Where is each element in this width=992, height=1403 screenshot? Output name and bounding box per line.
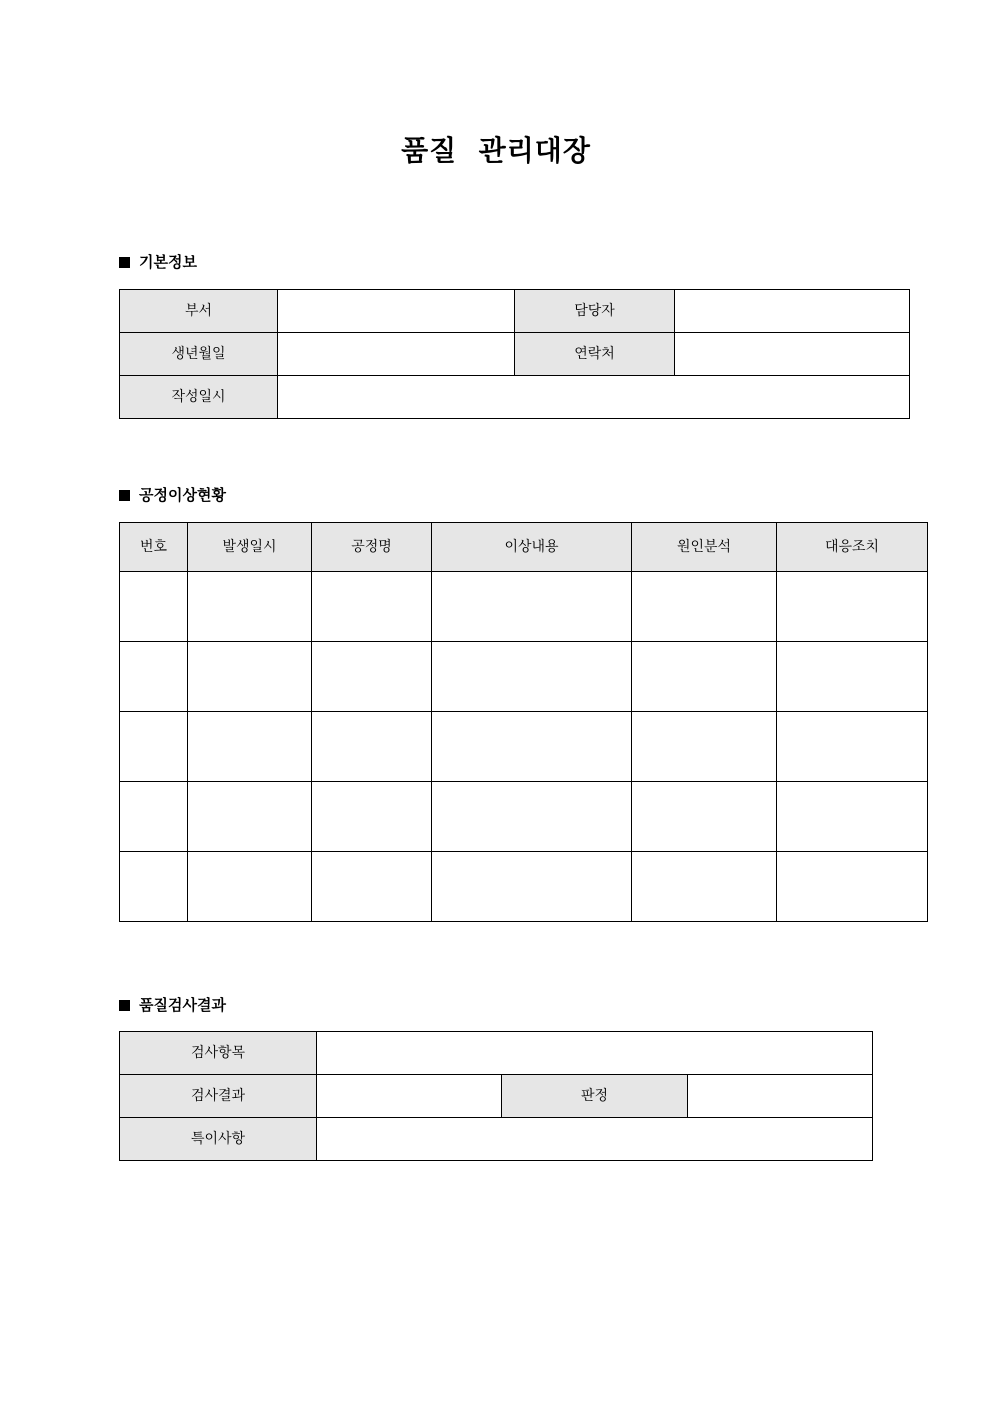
cell-process-name[interactable] xyxy=(312,712,432,782)
cell-cause-analysis[interactable] xyxy=(632,712,777,782)
square-bullet-icon xyxy=(119,1000,130,1011)
cell-countermeasure[interactable] xyxy=(777,572,928,642)
field-value-judgment[interactable] xyxy=(687,1075,872,1118)
field-value-inspection-result[interactable] xyxy=(317,1075,502,1118)
table-header-row xyxy=(120,523,928,572)
field-value-department[interactable] xyxy=(278,290,515,333)
cell-no[interactable] xyxy=(120,782,188,852)
field-label-birthdate: 생년월일 xyxy=(120,333,278,376)
table-row xyxy=(120,782,928,852)
section-heading-label: 공정이상현황 xyxy=(139,486,226,504)
inspection-result-table xyxy=(119,1031,873,1161)
cell-no[interactable] xyxy=(120,642,188,712)
column-header-cause-analysis: 원인분석 xyxy=(632,523,777,572)
cell-process-name[interactable] xyxy=(312,572,432,642)
cell-cause-analysis[interactable] xyxy=(632,642,777,712)
field-label-judgment: 판정 xyxy=(502,1075,687,1118)
cell-abnormality-detail[interactable] xyxy=(432,642,632,712)
section-heading-basic-info xyxy=(119,252,197,272)
field-value-contact[interactable] xyxy=(675,333,910,376)
column-header-process-name: 공정명 xyxy=(312,523,432,572)
cell-occurrence-datetime[interactable] xyxy=(188,852,312,922)
square-bullet-icon xyxy=(119,490,130,501)
cell-no[interactable] xyxy=(120,712,188,782)
process-abnormality-table xyxy=(119,522,928,922)
column-header-occurrence-datetime: 발생일시 xyxy=(188,523,312,572)
cell-countermeasure[interactable] xyxy=(777,642,928,712)
table-row xyxy=(120,1075,873,1118)
section-heading-inspection-result xyxy=(119,995,226,1015)
cell-cause-analysis[interactable] xyxy=(632,852,777,922)
table-row xyxy=(120,852,928,922)
cell-abnormality-detail[interactable] xyxy=(432,572,632,642)
cell-cause-analysis[interactable] xyxy=(632,572,777,642)
column-header-no: 번호 xyxy=(120,523,188,572)
cell-countermeasure[interactable] xyxy=(777,852,928,922)
table-row xyxy=(120,1118,873,1161)
table-row xyxy=(120,333,910,376)
field-value-remarks[interactable] xyxy=(317,1118,873,1161)
cell-occurrence-datetime[interactable] xyxy=(188,712,312,782)
section-heading-label: 기본정보 xyxy=(139,253,197,271)
cell-cause-analysis[interactable] xyxy=(632,782,777,852)
cell-countermeasure[interactable] xyxy=(777,782,928,852)
field-value-created-datetime[interactable] xyxy=(278,376,910,419)
cell-occurrence-datetime[interactable] xyxy=(188,782,312,852)
table-row xyxy=(120,376,910,419)
table-row xyxy=(120,572,928,642)
cell-abnormality-detail[interactable] xyxy=(432,852,632,922)
cell-abnormality-detail[interactable] xyxy=(432,782,632,852)
field-value-inspection-item[interactable] xyxy=(317,1032,873,1075)
field-value-birthdate[interactable] xyxy=(278,333,515,376)
section-heading-process-abnormality xyxy=(119,485,226,505)
cell-occurrence-datetime[interactable] xyxy=(188,572,312,642)
field-label-department: 부서 xyxy=(120,290,278,333)
table-row xyxy=(120,290,910,333)
cell-no[interactable] xyxy=(120,852,188,922)
field-label-inspection-item: 검사항목 xyxy=(120,1032,317,1075)
field-label-person-in-charge: 담당자 xyxy=(515,290,675,333)
column-header-abnormality-detail: 이상내용 xyxy=(432,523,632,572)
cell-process-name[interactable] xyxy=(312,642,432,712)
cell-process-name[interactable] xyxy=(312,852,432,922)
page-title: 품질 관리대장 xyxy=(401,134,591,167)
cell-process-name[interactable] xyxy=(312,782,432,852)
cell-abnormality-detail[interactable] xyxy=(432,712,632,782)
section-heading-label: 품질검사결과 xyxy=(139,996,226,1014)
cell-no[interactable] xyxy=(120,572,188,642)
field-label-created-datetime: 작성일시 xyxy=(120,376,278,419)
table-row xyxy=(120,712,928,782)
cell-countermeasure[interactable] xyxy=(777,712,928,782)
table-row xyxy=(120,642,928,712)
column-header-countermeasure: 대응조치 xyxy=(777,523,928,572)
basic-info-table xyxy=(119,289,910,419)
cell-occurrence-datetime[interactable] xyxy=(188,642,312,712)
field-label-contact: 연락처 xyxy=(515,333,675,376)
field-label-inspection-result: 검사결과 xyxy=(120,1075,317,1118)
field-label-remarks: 특이사항 xyxy=(120,1118,317,1161)
table-row xyxy=(120,1032,873,1075)
field-value-person-in-charge[interactable] xyxy=(675,290,910,333)
square-bullet-icon xyxy=(119,257,130,268)
